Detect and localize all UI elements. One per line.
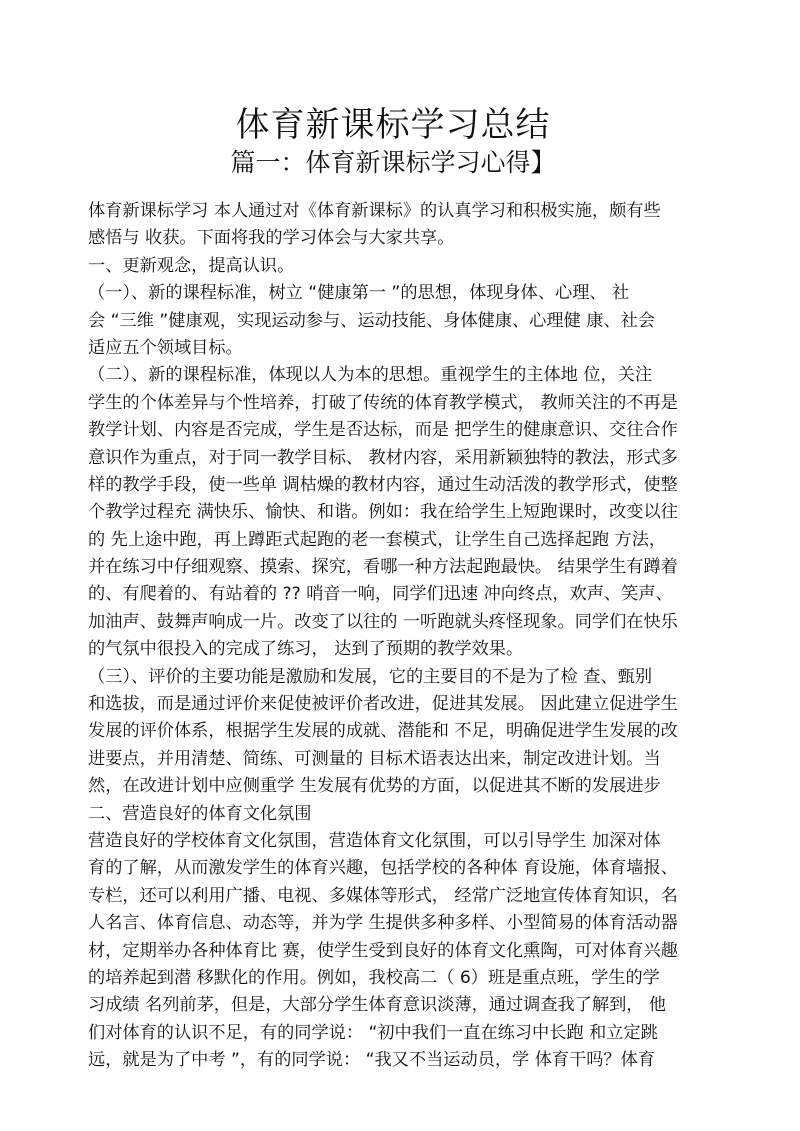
- body-line: 习成绩 名列前茅，但是，大部分学生体育意识淡薄，通过调查我了解到， 他: [88, 995, 667, 1016]
- body-line: 进要点，并用清楚、简练、可测量的 目标术语表达出来，制定改进计划。当: [88, 748, 661, 769]
- body-line: （三）、评价的主要功能是激励和发展，它的主要目的不是为了检 查、甄别: [88, 666, 653, 687]
- document-subtitle: 篇一：体育新课标学习心得】: [230, 148, 556, 177]
- body-line: 专栏，还可以利用广播、电视、多媒体等形式， 经常广泛地宣传体育知识，名: [88, 885, 678, 906]
- body-line: 学生的个体差异与个性培养，打破了传统的体育教学模式， 教师关注的不再是: [88, 392, 678, 413]
- body-line: 营造良好的学校体育文化氛围，营造体育文化氛围，可以引导学生 加深对体: [88, 830, 661, 851]
- body-line: （一）、新的课程标准，树立 “健康第一 ”的思想，体现身体、心理、 社: [88, 283, 630, 304]
- body-line: 教学计划、内容是否完成，学生是否达标，而是 把学生的健康意识、交往合作: [88, 420, 678, 441]
- body-line: 的培养起到潜 移默化的作用。例如，我校高二（ 6）班是重点班，学生的学: [88, 967, 660, 988]
- body-line: 材，定期举办各种体育比 赛，使学生受到良好的体育文化熏陶，可对体育兴趣: [88, 940, 678, 961]
- body-line: 体育新课标学习 本人通过对《体育新课标》的认真学习和积极实施，颇有些: [88, 201, 661, 221]
- body-line: 适应五个领域目标。: [88, 337, 243, 358]
- body-line: 发展的评价体系，根据学生发展的成就、潜能和 不足，明确促进学生发展的改: [88, 721, 678, 742]
- body-line: （二）、新的课程标准，体现以人为本的思想。重视学生的主体地 位，关注: [88, 365, 653, 386]
- body-line: 加油声、鼓舞声响成一片。改变了以往的 一听跑就头疼怪现象。同学们在快乐: [88, 611, 678, 632]
- body-line: 然，在改进计划中应侧重学 生发展有优势的方面，以促进其不断的发展进步: [88, 776, 661, 797]
- body-line: 的气氛中很投入的完成了练习， 达到了预期的教学效果。: [88, 639, 524, 660]
- body-line: 的、有爬着的、有站着的 ?? 哨音一响，同学们迅速 冲向终点，欢声、笑声、: [88, 584, 673, 605]
- body-line: 会 “三维 ”健康观，实现运动参与、运动技能、身体健康、心理健 康、社会: [88, 310, 656, 331]
- body-line: 意识作为重点，对于同一教学目标、 教材内容，采用新颖独特的教法，形式多: [88, 447, 678, 468]
- body-line: 一、更新观念，提高认识。: [88, 255, 295, 276]
- body-line: 远，就是为了中考 ”，有的同学说： “我又不当运动员，学 体育干吗？体育: [88, 1050, 656, 1071]
- body-line: 感悟与 收获。下面将我的学习体会与大家共享。: [88, 228, 455, 249]
- body-line: 育的了解，从而激发学生的体育兴趣，包括学校的各种体 育设施，体育墙报、: [88, 858, 678, 879]
- document-body: [88, 198, 718, 1075]
- document-title: 体育新课标学习总结: [235, 105, 551, 145]
- body-line: 个教学过程充 满快乐、愉快、和谐。例如：我在给学生上短跑课时，改变以往: [88, 502, 678, 523]
- body-line: 样的教学手段，使一些单 调枯燥的教材内容，通过生动活泼的教学形式，使整: [88, 474, 678, 495]
- body-line: 们对体育的认识不足，有的同学说： “初中我们一直在练习中长跑 和立定跳: [88, 1022, 658, 1043]
- body-line: 并在练习中仔细观察、摸索、探究，看哪一种方法起跑最快。 结果学生有蹲着: [88, 557, 678, 578]
- body-line: 二、营造良好的体育文化氛围: [88, 803, 312, 824]
- body-line: 人名言、体育信息、动态等，并为学 生提供多种多样、小型简易的体育活动器: [88, 913, 678, 934]
- body-line: 和选拔，而是通过评价来促使被评价者改进，促进其发展。 因此建立促进学生: [88, 694, 678, 715]
- body-line: 的 先上途中跑，再上蹲距式起跑的老一套模式，让学生自己选择起跑 方法，: [88, 529, 667, 550]
